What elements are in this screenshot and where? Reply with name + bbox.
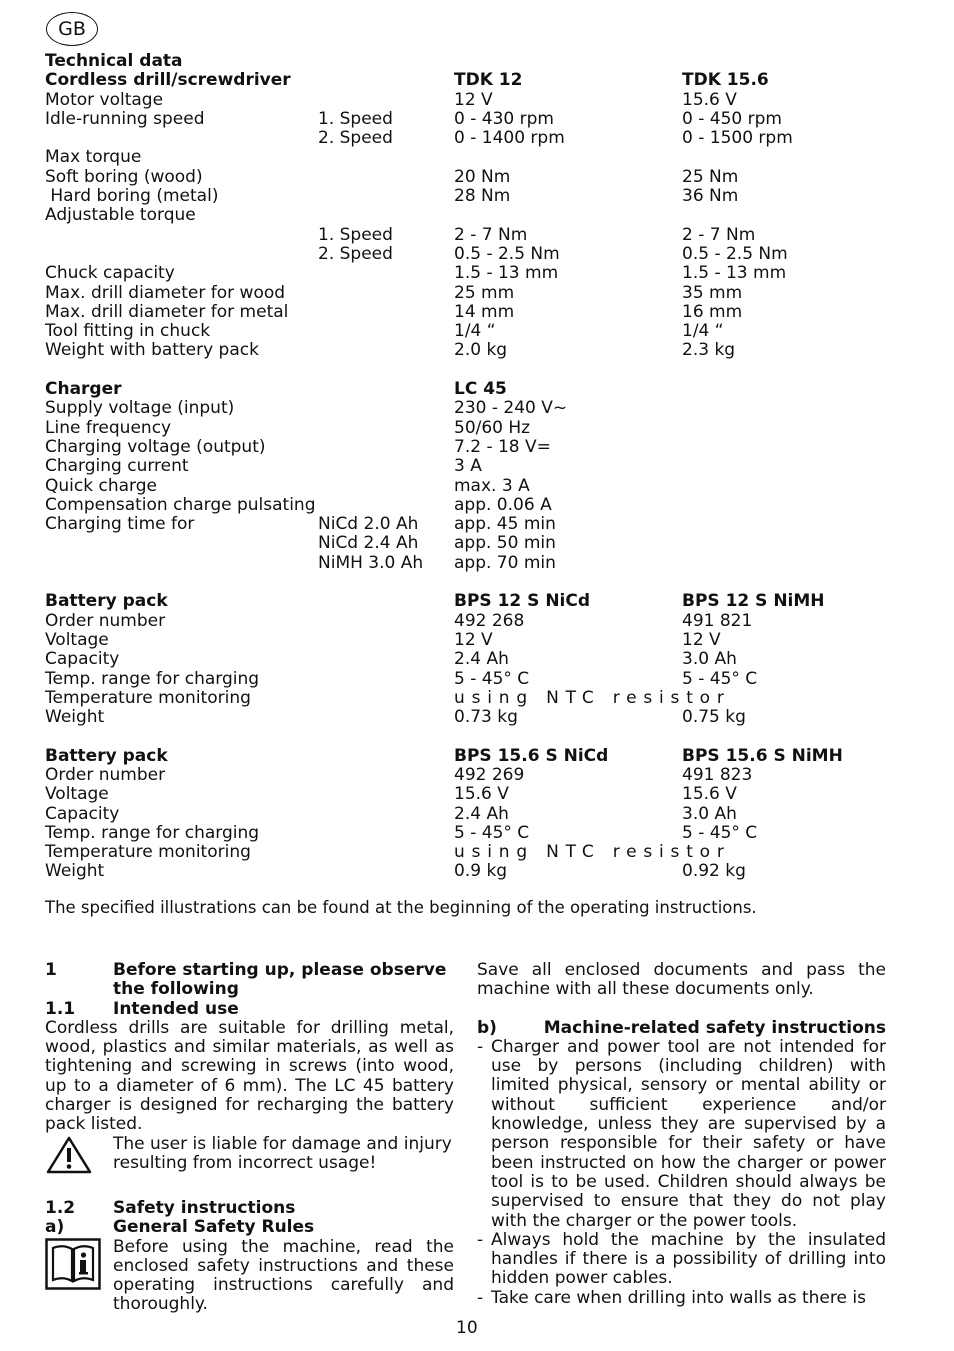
section-b-heading <box>477 1019 886 1038</box>
value-a: 14 mm <box>454 301 515 322</box>
value-a: 0 - 430 rpm <box>454 108 554 129</box>
drill-model-b: TDK 15.6 <box>682 70 769 91</box>
charger-heading-row <box>45 380 925 399</box>
safety-bullet <box>477 1038 886 1231</box>
value-a: 0.5 - 2.5 Nm <box>454 243 560 264</box>
bullet-dash: - <box>477 1287 484 1308</box>
value-b: 12 V <box>682 629 721 650</box>
bullet-text: Charger and power tool are not intended for use by persons (including children) with limited physical, sensory or mental ability or without sufficient experience and/or knowledge, unless they are supervised by a person responsible for their safety or have been instructed on how the charger or power tool is to be used. Children should always be supervised to ensure that they do not play with the charger or the power tools. <box>491 1036 886 1231</box>
section-number: 1.1 <box>45 998 76 1019</box>
battery2-order-row <box>45 766 925 785</box>
drill-spec-row <box>45 187 925 206</box>
warning-triangle-icon <box>45 1135 113 1180</box>
value-a: app. 50 min <box>454 533 556 554</box>
value-a: 12 V <box>454 89 493 110</box>
drill-model-a: TDK 12 <box>454 70 523 91</box>
drill-spec-row <box>45 322 925 341</box>
warning-text: The user is liable for damage and injury resulting from incorrect usage! <box>113 1133 452 1173</box>
row-label: Charging voltage (output) <box>45 436 266 457</box>
row-label: Max. drill diameter for metal <box>45 301 289 322</box>
battery2-temp-row <box>45 824 925 843</box>
value-b: 3.0 Ah <box>682 649 737 670</box>
battery1-temp-row <box>45 670 925 689</box>
value-a: 25 mm <box>454 282 515 303</box>
row-label: Adjustable torque <box>45 205 196 226</box>
value-b: 35 mm <box>682 282 743 303</box>
value-b: 0 - 1500 rpm <box>682 128 793 149</box>
value-a: 2 - 7 Nm <box>454 224 528 245</box>
value-a: app. 45 min <box>454 514 556 535</box>
battery2-capacity-row <box>45 805 925 824</box>
value-b: 36 Nm <box>682 186 739 207</box>
row-label: Soft boring (wood) <box>45 166 203 187</box>
row-label: Charging current <box>45 456 189 477</box>
value-a: 5 - 45° C <box>454 668 530 689</box>
value-b: 5 - 45° C <box>682 668 758 689</box>
technical-data-table <box>45 52 925 882</box>
row-label: Quick charge <box>45 475 157 496</box>
battery2-heading: Battery pack <box>45 745 168 766</box>
section-1-2-heading <box>45 1199 454 1218</box>
battery2-model-b: BPS 15.6 S NiMH <box>682 745 843 766</box>
value-b: 15.6 V <box>682 784 737 805</box>
spacer <box>45 1180 454 1199</box>
general-safety-text: Before using the machine, read the enclosed safety instructions and these operating instructions carefully and thoroughly. <box>113 1236 454 1315</box>
value-a: 1/4 “ <box>454 321 496 342</box>
section-number: 1 <box>45 960 57 980</box>
monitor-value: using NTC resistor <box>454 842 731 863</box>
spacer <box>477 1000 886 1019</box>
drill-spec-row <box>45 206 925 225</box>
language-badge: GB <box>46 12 98 46</box>
drill-spec-row <box>45 284 925 303</box>
value-b: 0.75 kg <box>682 707 746 728</box>
value-b: 491 821 <box>682 610 753 631</box>
row-label: Temp. range for charging <box>45 668 260 689</box>
row-label: Temperature monitoring <box>45 687 251 708</box>
left-column <box>45 961 454 1315</box>
value-b: 5 - 45° C <box>682 822 758 843</box>
value-a: 50/60 Hz <box>454 417 531 438</box>
row-label: Capacity <box>45 649 120 670</box>
row-label: Temperature monitoring <box>45 842 251 863</box>
spacer <box>45 361 925 380</box>
value-b: 0.92 kg <box>682 861 746 882</box>
value-b: 16 mm <box>682 301 743 322</box>
battery1-model-b: BPS 12 S NiMH <box>682 591 825 612</box>
drill-spec-row <box>45 129 925 148</box>
value-b: 0.5 - 2.5 Nm <box>682 243 788 264</box>
row-label: Capacity <box>45 803 120 824</box>
spacer <box>45 727 925 746</box>
value-a: 492 269 <box>454 764 525 785</box>
value-a: 20 Nm <box>454 166 511 187</box>
drill-spec-row <box>45 226 925 245</box>
battery2-monitor-row <box>45 843 925 862</box>
section-1-1-heading <box>45 1000 454 1019</box>
row-label: Temp. range for charging <box>45 822 260 843</box>
section-title: Before starting up, please observe the following <box>113 960 447 1000</box>
drill-rows <box>45 91 925 361</box>
charger-spec-row <box>45 554 925 573</box>
section-title: General Safety Rules <box>113 1217 315 1238</box>
value-b: 491 823 <box>682 764 753 785</box>
charger-spec-row <box>45 477 925 496</box>
read-manual-block <box>45 1238 454 1315</box>
value-a: 2.4 Ah <box>454 803 509 824</box>
charger-spec-row <box>45 515 925 534</box>
row-label: Voltage <box>45 629 109 650</box>
right-column <box>477 961 886 1308</box>
row-label: Max torque <box>45 147 142 168</box>
safety-bullet <box>477 1289 886 1308</box>
section-1-heading <box>45 961 454 1000</box>
drill-heading-row <box>45 71 925 90</box>
battery1-heading-row <box>45 592 925 611</box>
monitor-value: using NTC resistor <box>454 687 731 708</box>
row-sublabel: 2. Speed <box>318 243 393 264</box>
charger-heading: Charger <box>45 379 122 400</box>
intended-use-text: Cordless drills are suitable for drilling metal, wood, plastics and similar materials, as well as tightening and screwing in screws (into wood, up to a diameter of 6 mm). The LC 45 battery charger is designed for recharging the battery pack listed. <box>45 1017 454 1135</box>
row-label: Line frequency <box>45 417 172 438</box>
bullet-text: Always hold the machine by the insulated handles if there is a possibility of drilling into hidden power cables. <box>491 1229 886 1289</box>
bullet-dash: - <box>477 1036 484 1057</box>
value-a: 7.2 - 18 V= <box>454 436 551 457</box>
row-sublabel: 1. Speed <box>318 108 393 129</box>
row-sublabel: NiMH 3.0 Ah <box>318 552 424 573</box>
value-a: max. 3 A <box>454 475 530 496</box>
drill-spec-row <box>45 264 925 283</box>
row-label: Charging time for <box>45 514 195 535</box>
row-label: Tool fitting in chuck <box>45 321 211 342</box>
spacer <box>45 573 925 592</box>
battery1-heading: Battery pack <box>45 591 168 612</box>
value-a: 28 Nm <box>454 186 511 207</box>
row-label: Weight <box>45 707 105 728</box>
value-b: 2 - 7 Nm <box>682 224 756 245</box>
row-label: Idle-running speed <box>45 108 205 129</box>
charger-spec-row <box>45 457 925 476</box>
value-a: 5 - 45° C <box>454 822 530 843</box>
section-number: 1.2 <box>45 1197 76 1218</box>
charger-spec-row <box>45 496 925 515</box>
section-title: Machine-related safety instructions <box>543 1017 886 1038</box>
drill-spec-row <box>45 303 925 322</box>
tech-title-row <box>45 52 925 71</box>
charger-spec-row <box>45 419 925 438</box>
battery1-order-row <box>45 612 925 631</box>
row-label: Order number <box>45 764 166 785</box>
drill-spec-row <box>45 341 925 360</box>
warning-block <box>45 1135 454 1180</box>
row-label: Hard boring (metal) <box>45 186 219 207</box>
battery2-voltage-row <box>45 785 925 804</box>
value-b: 2.3 kg <box>682 340 736 361</box>
section-title: Safety instructions <box>113 1197 296 1218</box>
drill-spec-row <box>45 91 925 110</box>
value-a: 2.0 kg <box>454 340 508 361</box>
row-label: Supply voltage (input) <box>45 398 235 419</box>
battery1-model-a: BPS 12 S NiCd <box>454 591 591 612</box>
illustrations-note: The specified illustrations can be found at the beginning of the operating instructions. <box>45 898 757 917</box>
charger-spec-row <box>45 438 925 457</box>
row-sublabel: NiCd 2.4 Ah <box>318 533 419 554</box>
row-label: Weight <box>45 861 105 882</box>
drill-spec-row <box>45 245 925 264</box>
value-a: 2.4 Ah <box>454 649 509 670</box>
battery2-model-a: BPS 15.6 S NiCd <box>454 745 609 766</box>
value-b: 0 - 450 rpm <box>682 108 782 129</box>
bullet-text: Take care when drilling into walls as there is <box>491 1287 866 1308</box>
value-a: app. 70 min <box>454 552 556 573</box>
row-label: Order number <box>45 610 166 631</box>
section-number: b) <box>477 1017 497 1038</box>
drill-spec-row <box>45 168 925 187</box>
value-a: 230 - 240 V~ <box>454 398 568 419</box>
battery2-weight-row <box>45 862 925 881</box>
bullet-dash: - <box>477 1229 484 1250</box>
value-a: 0 - 1400 rpm <box>454 128 565 149</box>
page-number: 10 <box>456 1318 478 1338</box>
value-b: 1/4 “ <box>682 321 724 342</box>
row-label: Voltage <box>45 784 109 805</box>
value-a: 1.5 - 13 mm <box>454 263 559 284</box>
value-a: 12 V <box>454 629 493 650</box>
row-label: Weight with battery pack <box>45 340 259 361</box>
battery1-weight-row <box>45 708 925 727</box>
drill-spec-row <box>45 110 925 129</box>
drill-heading: Cordless drill/screwdriver <box>45 70 291 91</box>
section-a-heading <box>45 1218 454 1237</box>
charger-rows <box>45 399 925 573</box>
charger-spec-row <box>45 399 925 418</box>
value-a: 0.73 kg <box>454 707 518 728</box>
row-sublabel: NiCd 2.0 Ah <box>318 514 419 535</box>
value-b: 25 Nm <box>682 166 739 187</box>
row-sublabel: 2. Speed <box>318 128 393 149</box>
drill-spec-row <box>45 148 925 167</box>
value-a: app. 0.06 A <box>454 494 552 515</box>
safety-bullets <box>477 1038 886 1308</box>
value-a: 0.9 kg <box>454 861 508 882</box>
row-sublabel: 1. Speed <box>318 224 393 245</box>
row-label: Chuck capacity <box>45 263 175 284</box>
value-a: 15.6 V <box>454 784 509 805</box>
value-a: 3 A <box>454 456 482 477</box>
battery1-monitor-row <box>45 689 925 708</box>
row-label: Max. drill diameter for wood <box>45 282 286 303</box>
section-title: Intended use <box>113 998 239 1019</box>
value-b: 1.5 - 13 mm <box>682 263 787 284</box>
battery1-capacity-row <box>45 650 925 669</box>
save-documents-text: Save all enclosed documents and pass the machine with all these documents only. <box>477 960 886 1000</box>
safety-bullet <box>477 1231 886 1289</box>
row-label: Compensation charge pulsating <box>45 494 316 515</box>
charger-spec-row <box>45 534 925 553</box>
battery2-heading-row <box>45 747 925 766</box>
tech-title: Technical data <box>45 51 183 71</box>
value-b: 3.0 Ah <box>682 803 737 824</box>
row-label: Motor voltage <box>45 89 164 110</box>
battery1-voltage-row <box>45 631 925 650</box>
section-number: a) <box>45 1217 65 1238</box>
value-a: 492 268 <box>454 610 525 631</box>
charger-model: LC 45 <box>454 379 507 400</box>
value-b: 15.6 V <box>682 89 737 110</box>
read-manual-icon <box>45 1238 113 1315</box>
